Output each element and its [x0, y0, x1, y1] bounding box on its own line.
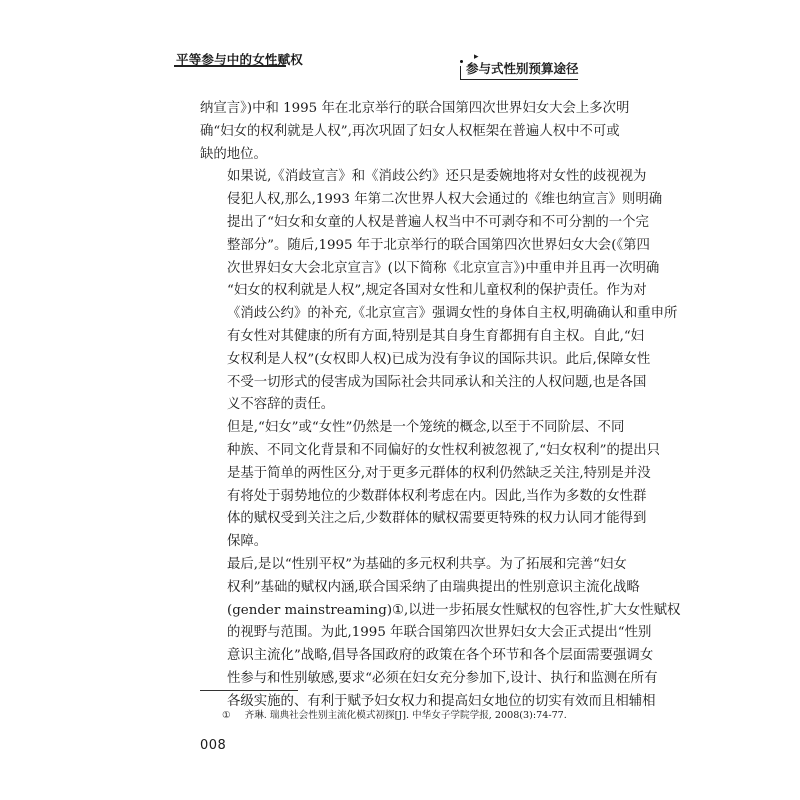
paragraph: [200, 98, 630, 166]
text-line: 保障。: [227, 534, 268, 550]
footnote: [222, 707, 567, 721]
text-line: “妇女的权利就是人权”,规定各国对女性和儿童权利的保护责任。作为对: [227, 283, 647, 299]
text-line: 意识主流化”战略,倡导各国政府的政策在各个环节和各个层面需要强调女: [227, 648, 654, 664]
text-line: 种族、不同文化背景和不同偏好的女性权利被忽视了,“妇女权利”的提出只: [227, 442, 661, 458]
text-line: 性参与和性别敏感,要求“必须在妇女充分参加下,设计、执行和监测在所有: [227, 670, 658, 686]
footnote-text: 齐琳. 瑞典社会性别主流化模式初探[J]. 中华女子学院学报, 2008(3):74-77.: [244, 710, 567, 721]
text-line: 义不容辞的责任。: [227, 397, 335, 413]
header-dot: [460, 60, 463, 63]
text-line: (gender mainstreaming)①,以进一步拓展女性赋权的包容性,扩大女性赋权: [227, 602, 681, 618]
running-header: [174, 50, 604, 80]
footnote-rule: [200, 690, 298, 691]
text-line: 的视野与范围。为此,1995 年联合国第四次世界妇女大会正式提出“性别: [227, 625, 652, 641]
text-line: 权利”基础的赋权内涵,联合国采纳了由瑞典提出的性别意识主流化战略: [227, 579, 640, 595]
text-line: 如果说,《消歧宣言》和《消歧公约》还只是委婉地将对女性的歧视视为: [227, 169, 647, 185]
text-line: 侵犯人权,那么,1993 年第二次世界人权大会通过的《维也纳宣言》则明确: [227, 192, 663, 208]
header-rule-vertical: [460, 66, 461, 80]
text-line: 最后,是以“性别平权”为基础的多元权利共享。为了拓展和完善“妇女: [227, 556, 627, 572]
paragraph: [200, 417, 661, 554]
text-line: 体的赋权受到关注之后,少数群体的赋权需要更特殊的权力认同才能得到: [227, 511, 647, 527]
text-line: 缺的地位。: [200, 146, 267, 162]
footnote-mark: ①: [222, 710, 231, 721]
body-text: [200, 98, 681, 714]
text-line: 女权利是人权”(女权即人权)已成为没有争议的国际共识。此后,保障女性: [227, 351, 651, 367]
text-line: 整部分”。随后,1995 年于北京举行的联合国第四次世界妇女大会(《第四: [227, 237, 650, 253]
text-line: 《消歧公约》的补充,《北京宣言》强调女性的身体自主权,明确确认和重申所: [227, 306, 678, 322]
page-number: 008: [200, 738, 227, 753]
text-line: 有女性对其健康的所有方面,特别是其自身生育都拥有自主权。自此,“妇: [227, 328, 645, 344]
header-rule-right: [460, 79, 578, 80]
text-line: 次世界妇女大会北京宣言》(以下简称《北京宣言》)中重申并且再一次明确: [227, 260, 660, 276]
text-line: 提出了“妇女和女童的人权是普遍人权当中不可剥夺和不可分割的一个完: [227, 214, 649, 230]
header-arrow-icon: ▸: [474, 52, 479, 62]
book-title: 平等参与中的女性赋权: [176, 52, 304, 67]
text-line: 不受一切形式的侵害成为国际社会共同承认和关注的人权问题,也是各国: [227, 374, 647, 390]
text-line: 但是,“妇女”或“女性”仍然是一个笼统的概念,以至于不同阶层、不同: [227, 420, 625, 436]
text-line: 有将处于弱势地位的少数群体权利考虑在内。因此,当作为多数的女性群: [227, 488, 647, 504]
paragraph: [200, 166, 678, 417]
text-line: 各级实施的、有利于赋予妇女权力和提高妇女地位的切实有效而且相辅相: [227, 693, 656, 709]
chapter-title: 参与式性别预算途径: [466, 61, 579, 76]
text-line: 是基于简单的两性区分,对于更多元群体的权利仍然缺乏关注,特别是并没: [227, 465, 651, 481]
text-line: 确“妇女的权利就是人权”,再次巩固了妇女人权框架在普遍人权中不可或: [200, 123, 620, 139]
text-line: 纳宣言》)中和 1995 年在北京举行的联合国第四次世界妇女大会上多次明: [200, 101, 630, 116]
